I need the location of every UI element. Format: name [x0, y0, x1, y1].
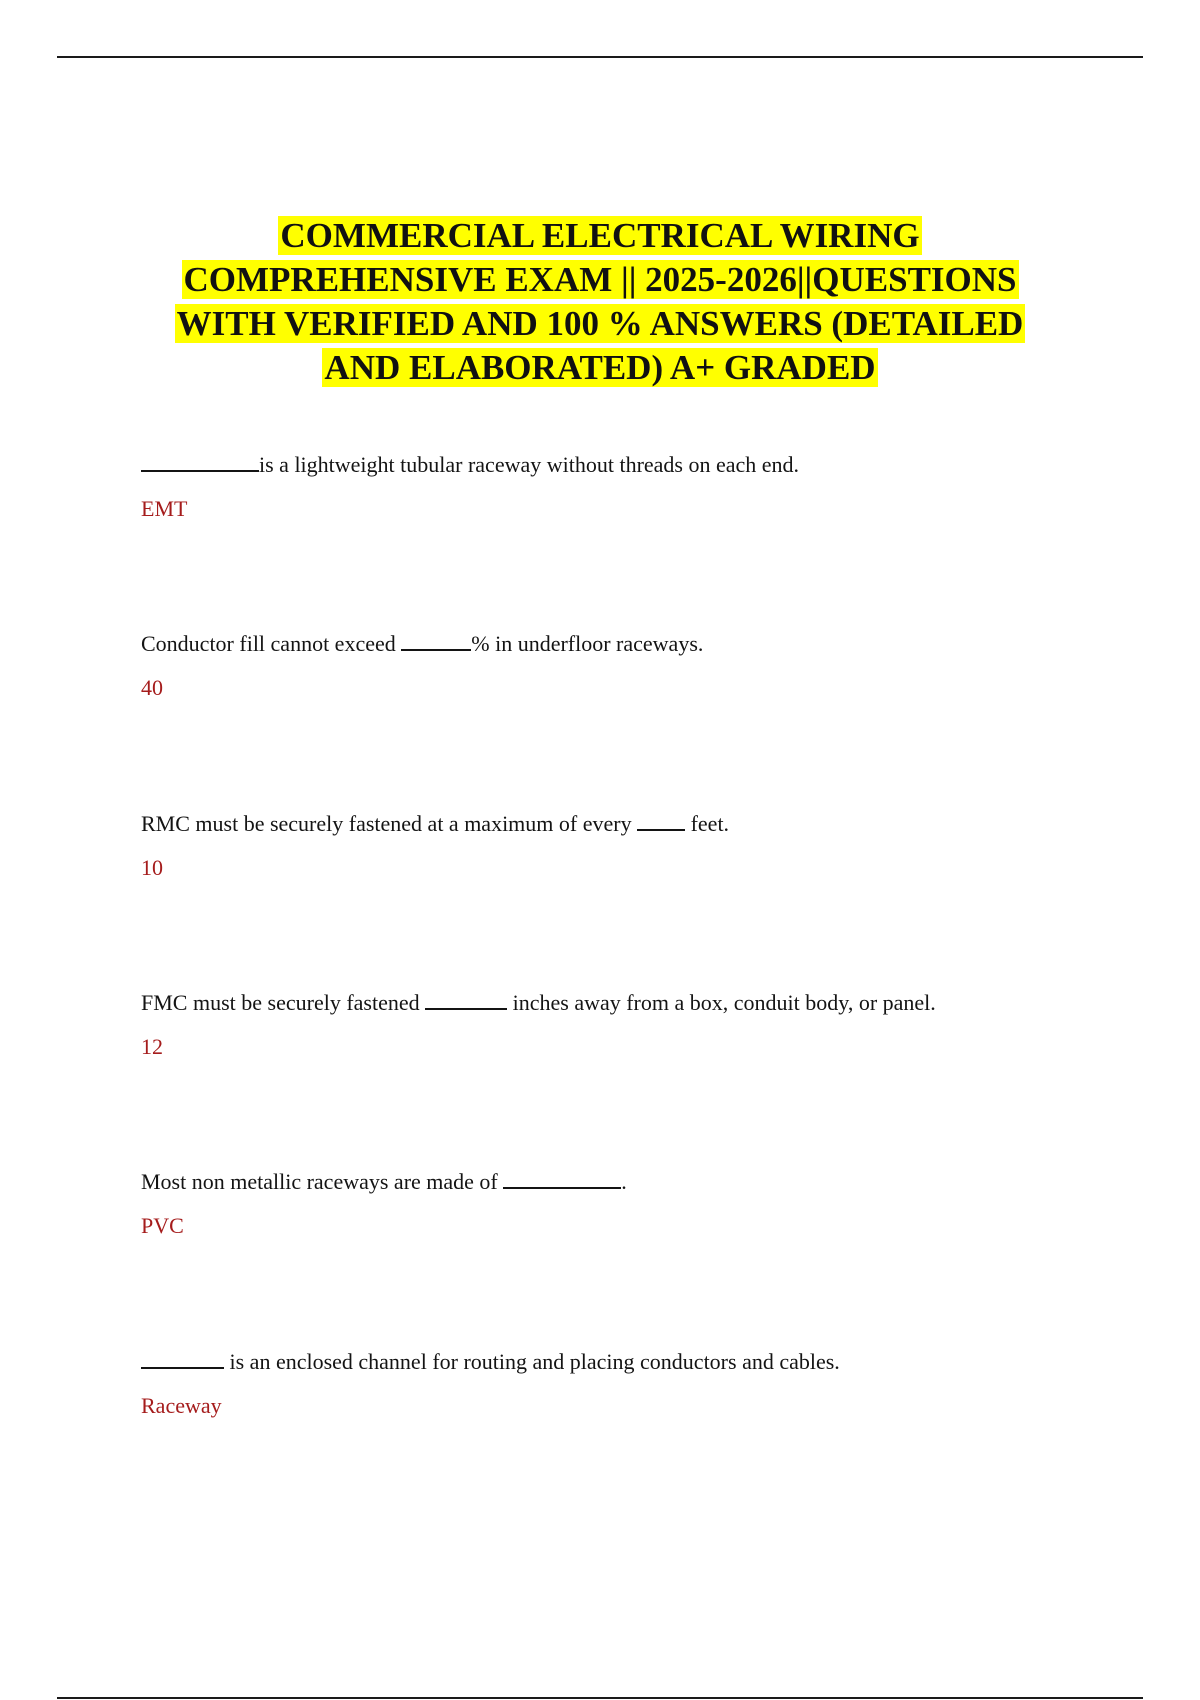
question-text — [141, 989, 1101, 1017]
answer-blank — [637, 811, 685, 831]
header-rule — [57, 56, 1143, 58]
question-text — [141, 630, 1101, 658]
title-line-2: COMPREHENSIVE EXAM || 2025-2026||QUESTIONS — [183, 260, 1017, 299]
question-text — [141, 1168, 1101, 1196]
title-line-3: WITH VERIFIED AND 100 % ANSWERS (DETAILED — [176, 304, 1024, 343]
answer-blank — [425, 990, 507, 1010]
question-block-1 — [141, 451, 1101, 523]
question-prefix: Most non metallic raceways are made of — [141, 1169, 504, 1194]
document-title — [100, 214, 1100, 390]
question-suffix: is a lightweight tubular raceway without threads on each end. — [259, 452, 800, 477]
question-suffix: % in underfloor raceways. — [471, 631, 704, 656]
answer-blank — [503, 1169, 621, 1189]
question-suffix: . — [621, 1169, 627, 1194]
question-text — [141, 1348, 1101, 1376]
title-line-4: AND ELABORATED) A+ GRADED — [324, 348, 876, 387]
footer-rule — [57, 1697, 1143, 1699]
answer-blank — [141, 1349, 224, 1369]
question-block-3 — [141, 810, 1101, 882]
answer-text: 10 — [141, 855, 163, 880]
question-block-6 — [141, 1348, 1101, 1420]
title-line-1: COMMERCIAL ELECTRICAL WIRING — [280, 216, 920, 255]
question-suffix: inches away from a box, conduit body, or panel. — [507, 990, 936, 1015]
question-suffix: is an enclosed channel for routing and placing conductors and cables. — [224, 1349, 840, 1374]
answer-text: PVC — [141, 1213, 184, 1238]
answer-blank — [401, 631, 471, 651]
answer-text: EMT — [141, 496, 188, 521]
question-block-4 — [141, 989, 1101, 1061]
question-text — [141, 451, 1101, 479]
answer-text: Raceway — [141, 1393, 222, 1418]
answer-text: 12 — [141, 1034, 163, 1059]
question-prefix: RMC must be securely fastened at a maximum of every — [141, 811, 638, 836]
answer-text: 40 — [141, 675, 163, 700]
question-prefix: Conductor fill cannot exceed — [141, 631, 402, 656]
question-block-5 — [141, 1168, 1101, 1240]
question-prefix: FMC must be securely fastened — [141, 990, 426, 1015]
question-suffix: feet. — [685, 811, 730, 836]
question-block-2 — [141, 630, 1101, 702]
answer-blank — [141, 452, 259, 472]
question-text — [141, 810, 1101, 838]
